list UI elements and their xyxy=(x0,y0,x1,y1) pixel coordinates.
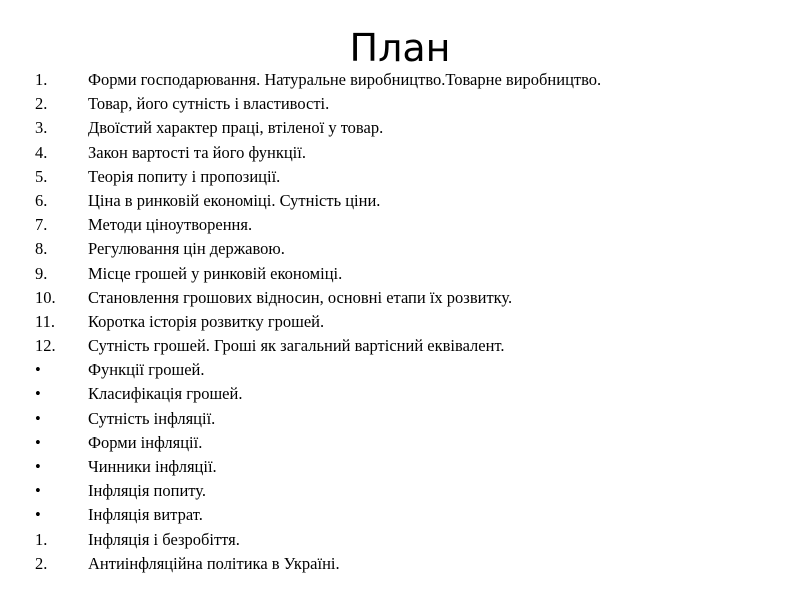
plan-item xyxy=(0,92,800,116)
item-marker: • xyxy=(35,384,41,404)
item-text: Закон вартості та його функції. xyxy=(88,142,306,162)
item-marker: 4. xyxy=(35,142,48,162)
item-marker: 1. xyxy=(35,529,48,549)
item-marker: • xyxy=(35,432,41,452)
item-marker: 9. xyxy=(35,263,48,283)
item-text: Місце грошей у ринковій економіці. xyxy=(88,263,343,283)
plan-item xyxy=(0,165,800,189)
plan-item xyxy=(0,68,800,92)
item-text: Товар, його сутність і властивості. xyxy=(88,94,330,114)
item-marker: 8. xyxy=(35,239,48,259)
item-marker: 10. xyxy=(35,287,56,307)
plan-item xyxy=(0,310,800,334)
item-text: Чинники інфляції. xyxy=(88,457,217,476)
item-text: Форми господарювання. Натуральне виробництво.Товарне виробництво. xyxy=(88,70,602,89)
slide-title: План xyxy=(349,26,451,70)
plan-item xyxy=(0,552,800,576)
item-marker: 2. xyxy=(35,94,48,114)
item-text: Методи ціноутворення. xyxy=(88,215,253,235)
item-marker: 2. xyxy=(35,553,48,573)
plan-item xyxy=(0,141,800,165)
plan-item xyxy=(0,407,800,431)
plan-item xyxy=(0,116,800,140)
item-text: Коротка історія розвитку грошей. xyxy=(88,311,325,331)
item-marker: 11. xyxy=(35,311,56,331)
plan-item xyxy=(0,455,800,479)
item-text: Сутність інфляції. xyxy=(88,408,216,428)
item-marker: • xyxy=(35,505,41,525)
item-text: Двоїстий характер праці, втіленої у товар. xyxy=(88,118,384,138)
plan-item xyxy=(0,479,800,503)
item-marker: 1. xyxy=(35,70,48,89)
plan-item xyxy=(0,262,800,286)
plan-list xyxy=(0,68,800,576)
plan-item xyxy=(0,189,800,213)
item-text: Антиінфляційна політика в Україні. xyxy=(88,553,340,573)
item-marker: 12. xyxy=(35,336,56,356)
plan-item xyxy=(0,358,800,382)
plan-item xyxy=(0,213,800,237)
item-marker: 3. xyxy=(35,118,48,138)
item-marker: • xyxy=(35,481,41,501)
item-text: Форми інфляції. xyxy=(88,432,203,452)
plan-item xyxy=(0,503,800,527)
item-text: Регулювання цін державою. xyxy=(88,239,285,259)
plan-item xyxy=(0,431,800,455)
item-text: Інфляція витрат. xyxy=(88,505,203,525)
plan-item xyxy=(0,382,800,406)
item-text: Інфляція попиту. xyxy=(88,481,207,501)
plan-item xyxy=(0,334,800,358)
item-text: Сутність грошей. Гроші як загальний вартісний еквівалент. xyxy=(88,336,505,356)
item-marker: • xyxy=(35,408,41,428)
item-marker: • xyxy=(35,457,41,476)
item-marker: 5. xyxy=(35,166,48,186)
item-text: Становлення грошових відносин, основні етапи їх розвитку. xyxy=(88,287,513,307)
item-text: Класифікація грошей. xyxy=(88,384,243,404)
item-text: Теорія попиту і пропозиції. xyxy=(88,166,281,186)
item-text: Функції грошей. xyxy=(88,360,205,380)
item-text: Ціна в ринковій економіці. Сутність ціни. xyxy=(88,190,381,210)
plan-item xyxy=(0,286,800,310)
item-text: Інфляція і безробіття. xyxy=(88,529,240,549)
plan-item xyxy=(0,528,800,552)
item-marker: • xyxy=(35,360,41,380)
plan-item xyxy=(0,237,800,261)
item-marker: 6. xyxy=(35,190,48,210)
item-marker: 7. xyxy=(35,215,48,235)
